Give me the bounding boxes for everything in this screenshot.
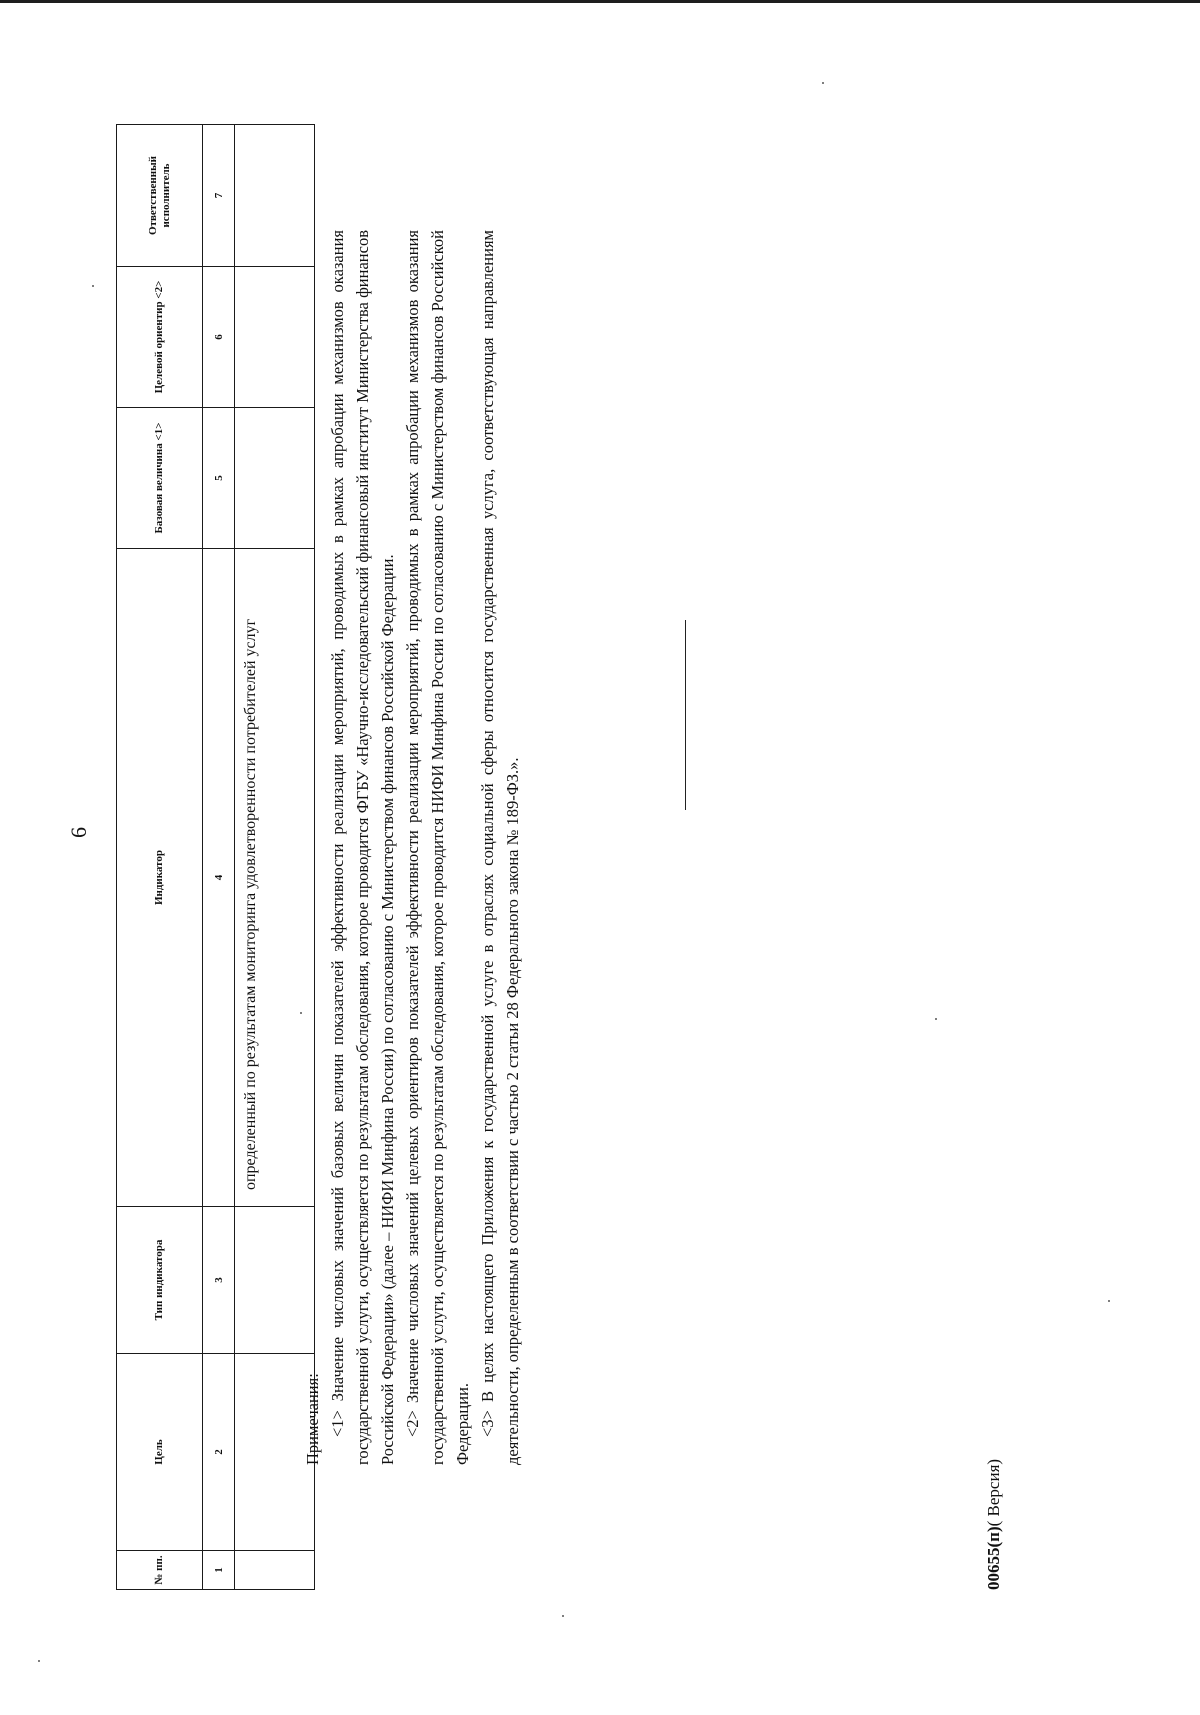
scan-speck [562, 1615, 564, 1617]
indicators-table [116, 124, 315, 1590]
note-3: <3> В целях настоящего Приложения к государственной услуге в отраслях социальной сферы относится государственная услуга, соответствующая направлениям деятельности, определенным в соответствии с частью 2 статьи 28 Федерального закона № 189-ФЗ.». [478, 230, 522, 1465]
cell-number [235, 1551, 315, 1590]
header-indicator-type: Тип индикатора [117, 1207, 203, 1354]
note-2: <2> Значение числовых значений целевых ориентиров показателей эффективности реализации мероприятий, проводимых в рамках апробации механизмов оказания государственной услуги, осуществляется по результатам обследования, которое проводится НИФИ Минфина России по согласованию с Министерством финансов Российской Федерации. [403, 230, 472, 1465]
header-indicator: Индикатор [117, 549, 203, 1207]
notes-heading: Примечания: [303, 1373, 322, 1465]
page-top-border [0, 0, 1200, 3]
page-number: 6 [66, 827, 91, 838]
table-header-row [117, 125, 203, 1590]
column-number: 6 [203, 267, 235, 408]
column-number: 4 [203, 549, 235, 1207]
scan-speck [38, 1660, 40, 1662]
column-number: 5 [203, 408, 235, 549]
column-number: 1 [203, 1551, 235, 1590]
rotated-page-content [0, 75, 1150, 1590]
document-code-number: 00655(п) [984, 1526, 1003, 1590]
cell-indicator: определенный по результатам мониторинга удовлетворенности потребителей услуг [235, 549, 315, 1207]
document-version: ( Версия) [984, 1458, 1003, 1527]
separator-line [685, 620, 686, 810]
header-responsible: Ответственный исполнитель [117, 125, 203, 267]
column-number: 7 [203, 125, 235, 267]
column-number-row [203, 125, 235, 1590]
header-goal: Цель [117, 1354, 203, 1551]
document-code [984, 1459, 1004, 1590]
note-1: <1> Значение числовых значений базовых величин показателей эффективности реализации мероприятий, проводимых в рамках апробации механизмов оказания государственной услуги, осуществляется по результатам обследования, которое проводится ФГБУ «Научно-исследовательский финансовый институт Министерства финансов Российской Федерации» (далее – НИФИ Минфина России) по согласованию с Министерством финансов Российской Федерации. [328, 230, 397, 1465]
column-number: 2 [203, 1354, 235, 1551]
header-target: Целевой ориентир <2> [117, 267, 203, 408]
header-number: № пп. [117, 1551, 203, 1590]
notes-section [300, 230, 525, 1465]
column-number: 3 [203, 1207, 235, 1354]
header-base-value: Базовая величина <1> [117, 408, 203, 549]
